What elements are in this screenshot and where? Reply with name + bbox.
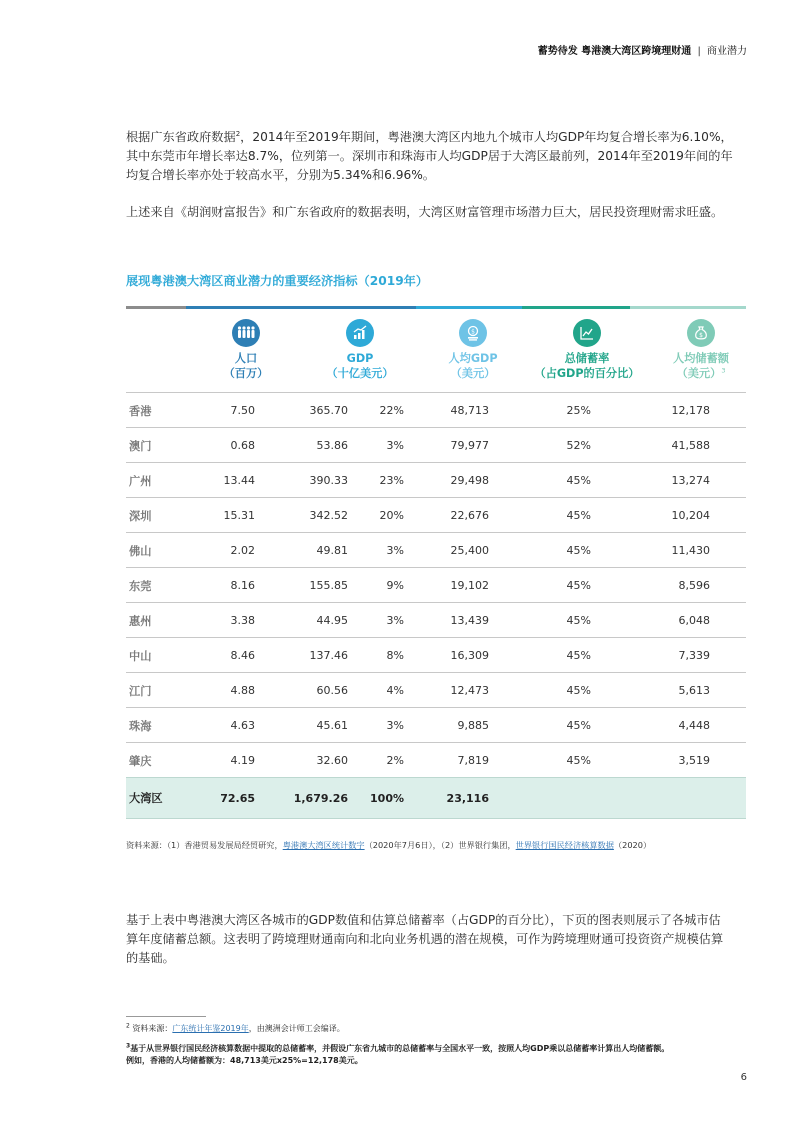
source-text: 资料来源：（1）香港贸易发展局经贸研究， <box>126 840 283 850</box>
column-header-gdp <box>295 351 425 381</box>
table-row <box>126 462 746 498</box>
cell-population: 8.16 <box>230 579 255 592</box>
cell-population: 0.68 <box>230 439 255 452</box>
footnote-3-line-1 <box>126 1043 766 1055</box>
column-header-population <box>181 351 311 381</box>
cell-saving-per-capita: 3,519 <box>678 754 710 767</box>
footnote-ref-3: 3 <box>721 366 726 375</box>
cell-saving-per-capita: 13,274 <box>671 474 710 487</box>
column-header-unit: （百万） <box>223 367 269 380</box>
cell-gdp-per-capita: 22,676 <box>450 509 489 522</box>
table-topbar-segment <box>522 306 630 309</box>
cell-gdp-per-capita: 23,116 <box>446 791 489 805</box>
footnote-divider <box>126 1016 206 1017</box>
cell-population: 4.19 <box>230 754 255 767</box>
column-header-unit <box>636 366 766 381</box>
table-row <box>126 427 746 463</box>
cell-gdp-per-capita: 9,885 <box>457 719 489 732</box>
header-section: 商业潜力 <box>707 46 747 57</box>
cell-city: 深圳 <box>129 509 152 523</box>
running-header <box>538 42 747 57</box>
cell-gdp-share: 3% <box>386 719 404 732</box>
cell-population: 7.50 <box>230 404 255 417</box>
cell-gdp: 390.33 <box>309 474 348 487</box>
cell-gdp-per-capita: 25,400 <box>450 544 489 557</box>
intro-line-1 <box>126 128 746 147</box>
cell-gdp-share: 2% <box>386 754 404 767</box>
cell-gdp-share: 23% <box>379 474 404 487</box>
cell-saving-per-capita: 8,596 <box>678 579 710 592</box>
cell-saving-rate: 45% <box>566 544 591 557</box>
money-bag-icon <box>687 319 715 347</box>
cell-gdp-share: 4% <box>386 684 404 697</box>
cell-city: 澳门 <box>129 439 152 453</box>
cell-city: 香港 <box>129 404 152 418</box>
cell-gdp: 49.81 <box>316 544 348 557</box>
column-header-line: 总储蓄率 <box>564 352 610 365</box>
page-number: 6 <box>740 1072 747 1083</box>
analysis-paragraph <box>126 911 746 968</box>
footnote-ref-2: 2 <box>235 129 241 138</box>
cell-city: 江门 <box>129 684 152 698</box>
column-header-gdp-per-capita <box>408 351 538 381</box>
table-row <box>126 707 746 743</box>
cell-population: 8.46 <box>230 649 255 662</box>
cell-population: 15.31 <box>223 509 255 522</box>
svg-text:$: $ <box>471 328 475 336</box>
cell-city: 东莞 <box>129 579 152 593</box>
footnote-3-line-2: 例如，香港的人均储蓄额为：48,713美元x25%=12,178美元。 <box>126 1056 363 1065</box>
column-header-unit-text: （美元） <box>676 367 722 380</box>
cell-saving-rate: 52% <box>566 439 591 452</box>
cell-gdp-share: 100% <box>370 791 404 805</box>
cell-saving-rate: 45% <box>566 579 591 592</box>
analysis-line-2: 算年度储蓄总额。这表明了跨境理财通南向和北向业务机遇的潜在规模，可作为跨境理财通可投资资产规模估算 <box>126 932 724 946</box>
cell-gdp: 365.70 <box>309 404 348 417</box>
cell-gdp-per-capita: 79,977 <box>450 439 489 452</box>
table-topbar-segment <box>126 306 186 309</box>
cell-gdp: 137.46 <box>309 649 348 662</box>
table-row <box>126 567 746 603</box>
cell-population: 2.02 <box>230 544 255 557</box>
cell-gdp: 342.52 <box>309 509 348 522</box>
cell-gdp-per-capita: 13,439 <box>450 614 489 627</box>
cell-gdp: 60.56 <box>316 684 348 697</box>
cell-saving-per-capita: 6,048 <box>678 614 710 627</box>
column-header-unit: （占GDP的百分比） <box>534 367 640 380</box>
column-header-line: GDP <box>346 352 374 365</box>
cell-population: 13.44 <box>223 474 255 487</box>
cell-saving-per-capita: 4,448 <box>678 719 710 732</box>
cell-gdp: 44.95 <box>316 614 348 627</box>
cell-city: 大湾区 <box>129 792 163 805</box>
footnote-text: ，由澳洲会计师工会编译。 <box>248 1024 345 1033</box>
cell-gdp-per-capita: 48,713 <box>450 404 489 417</box>
cell-city: 广州 <box>129 474 152 488</box>
intro-line-1a: 根据广东省政府数据 <box>126 130 236 144</box>
cell-gdp-share: 22% <box>379 404 404 417</box>
source-text: （2020） <box>613 840 652 850</box>
cell-saving-rate: 45% <box>566 719 591 732</box>
column-header-line: 人口 <box>234 352 258 365</box>
cell-population: 4.63 <box>230 719 255 732</box>
cell-saving-per-capita: 41,588 <box>671 439 710 452</box>
cell-city: 珠海 <box>129 719 152 733</box>
intro-paragraph <box>126 128 746 185</box>
table-row <box>126 532 746 568</box>
cell-gdp-share: 9% <box>386 579 404 592</box>
cell-saving-per-capita: 7,339 <box>678 649 710 662</box>
summary-paragraph: 上述来自《胡润财富报告》和广东省政府的数据表明，大湾区财富管理市场潜力巨大，居民投资理财需求旺盛。 <box>126 205 724 219</box>
cell-saving-rate: 45% <box>566 754 591 767</box>
cell-gdp-per-capita: 16,309 <box>450 649 489 662</box>
population-icon <box>232 319 260 347</box>
cell-city: 惠州 <box>129 614 152 628</box>
cell-saving-rate: 45% <box>566 474 591 487</box>
svg-text:$: $ <box>699 332 703 339</box>
table-source <box>126 840 651 851</box>
source-link-stats[interactable]: 粤港澳大湾区统计数字 <box>282 840 365 850</box>
cell-saving-rate: 25% <box>566 404 591 417</box>
intro-line-3: 均复合增长率亦处于较高水平，分别为5.34%和6.96%。 <box>126 168 435 182</box>
gdp-chart-icon <box>346 319 374 347</box>
column-header-saving-per-capita <box>636 351 766 381</box>
cell-saving-per-capita: 11,430 <box>671 544 710 557</box>
trend-chart-icon <box>573 319 601 347</box>
cell-gdp: 155.85 <box>309 579 348 592</box>
cell-gdp-per-capita: 7,819 <box>457 754 489 767</box>
cell-saving-rate: 45% <box>566 684 591 697</box>
cell-gdp-share: 20% <box>379 509 404 522</box>
cell-gdp-per-capita: 12,473 <box>450 684 489 697</box>
table-row <box>126 637 746 673</box>
header-separator: | <box>697 46 701 57</box>
table-total-row <box>126 777 746 819</box>
footnote-3 <box>126 1043 766 1067</box>
cell-gdp: 53.86 <box>316 439 348 452</box>
cell-gdp-share: 8% <box>386 649 404 662</box>
footnote-text: 资料来源： <box>132 1024 173 1033</box>
column-header-unit: （美元） <box>450 367 496 380</box>
cell-saving-per-capita: 5,613 <box>678 684 710 697</box>
table-row <box>126 672 746 708</box>
cell-population: 3.38 <box>230 614 255 627</box>
source-text: （2020年7月6日），（2）世界银行集团， <box>364 840 516 850</box>
cell-population: 4.88 <box>230 684 255 697</box>
table-topbar-segment <box>416 306 522 309</box>
cell-saving-per-capita: 12,178 <box>671 404 710 417</box>
cell-population: 72.65 <box>220 791 255 805</box>
cell-saving-per-capita: 10,204 <box>671 509 710 522</box>
column-header-line: 人均储蓄额 <box>673 352 729 365</box>
intro-line-1b: ，2014年至2019年期间，粤港澳大湾区内地九个城市人均GDP年均复合增长率为6.10%， <box>240 130 733 144</box>
table-topbar-segment <box>630 306 746 309</box>
column-header-unit: （十亿美元） <box>326 367 394 380</box>
cell-gdp-per-capita: 29,498 <box>450 474 489 487</box>
coins-icon <box>459 319 487 347</box>
analysis-line-1: 基于上表中粤港澳大湾区各城市的GDP数值和估算总储蓄率（占GDP的百分比），下页的图表则展示了各城市估 <box>126 913 721 927</box>
table-row <box>126 742 746 778</box>
cell-city: 佛山 <box>129 544 152 558</box>
footnote-number: 2 <box>126 1022 130 1030</box>
cell-saving-rate: 45% <box>566 509 591 522</box>
header-title: 蓄势待发 粤港澳大湾区跨境理财通 <box>537 46 692 57</box>
cell-gdp: 1,679.26 <box>293 791 348 805</box>
table-topbar-segment <box>186 306 416 309</box>
cell-gdp-share: 3% <box>386 544 404 557</box>
footnote-2 <box>126 1023 766 1035</box>
cell-city: 肇庆 <box>129 754 152 768</box>
cell-gdp-share: 3% <box>386 439 404 452</box>
footnote-number: 3 <box>126 1042 131 1050</box>
footnote-link-yearbook[interactable]: 广东统计年鉴2019年 <box>172 1024 249 1033</box>
source-link-worldbank[interactable]: 世界银行国民经济核算数据 <box>515 840 614 850</box>
cell-saving-rate: 45% <box>566 649 591 662</box>
column-header-line: 人均GDP <box>448 352 498 365</box>
cell-gdp-share: 3% <box>386 614 404 627</box>
column-header-saving-rate <box>522 351 652 381</box>
table-row <box>126 392 746 428</box>
footnote-text: 基于从世界银行国民经济核算数据中提取的总储蓄率，并假设广东省九城市的总储蓄率与全国水平一致，按照人均GDP乘以总储蓄率计算出人均储蓄额。 <box>130 1044 670 1053</box>
cell-gdp: 45.61 <box>316 719 348 732</box>
cell-gdp: 32.60 <box>316 754 348 767</box>
table-row <box>126 497 746 533</box>
analysis-line-3: 的基础。 <box>126 951 175 965</box>
cell-gdp-per-capita: 19,102 <box>450 579 489 592</box>
table-row <box>126 602 746 638</box>
cell-saving-per-capita <box>646 778 710 818</box>
cell-city: 中山 <box>129 649 152 663</box>
table-title: 展现粤港澳大湾区商业潜力的重要经济指标（2019年） <box>126 274 429 288</box>
intro-line-2: 其中东莞市年增长率达8.7%，位列第一。深圳市和珠海市人均GDP居于大湾区最前列，2014年至2019年间的年 <box>126 149 733 163</box>
cell-saving-rate: 45% <box>566 614 591 627</box>
cell-saving-rate <box>546 778 591 818</box>
